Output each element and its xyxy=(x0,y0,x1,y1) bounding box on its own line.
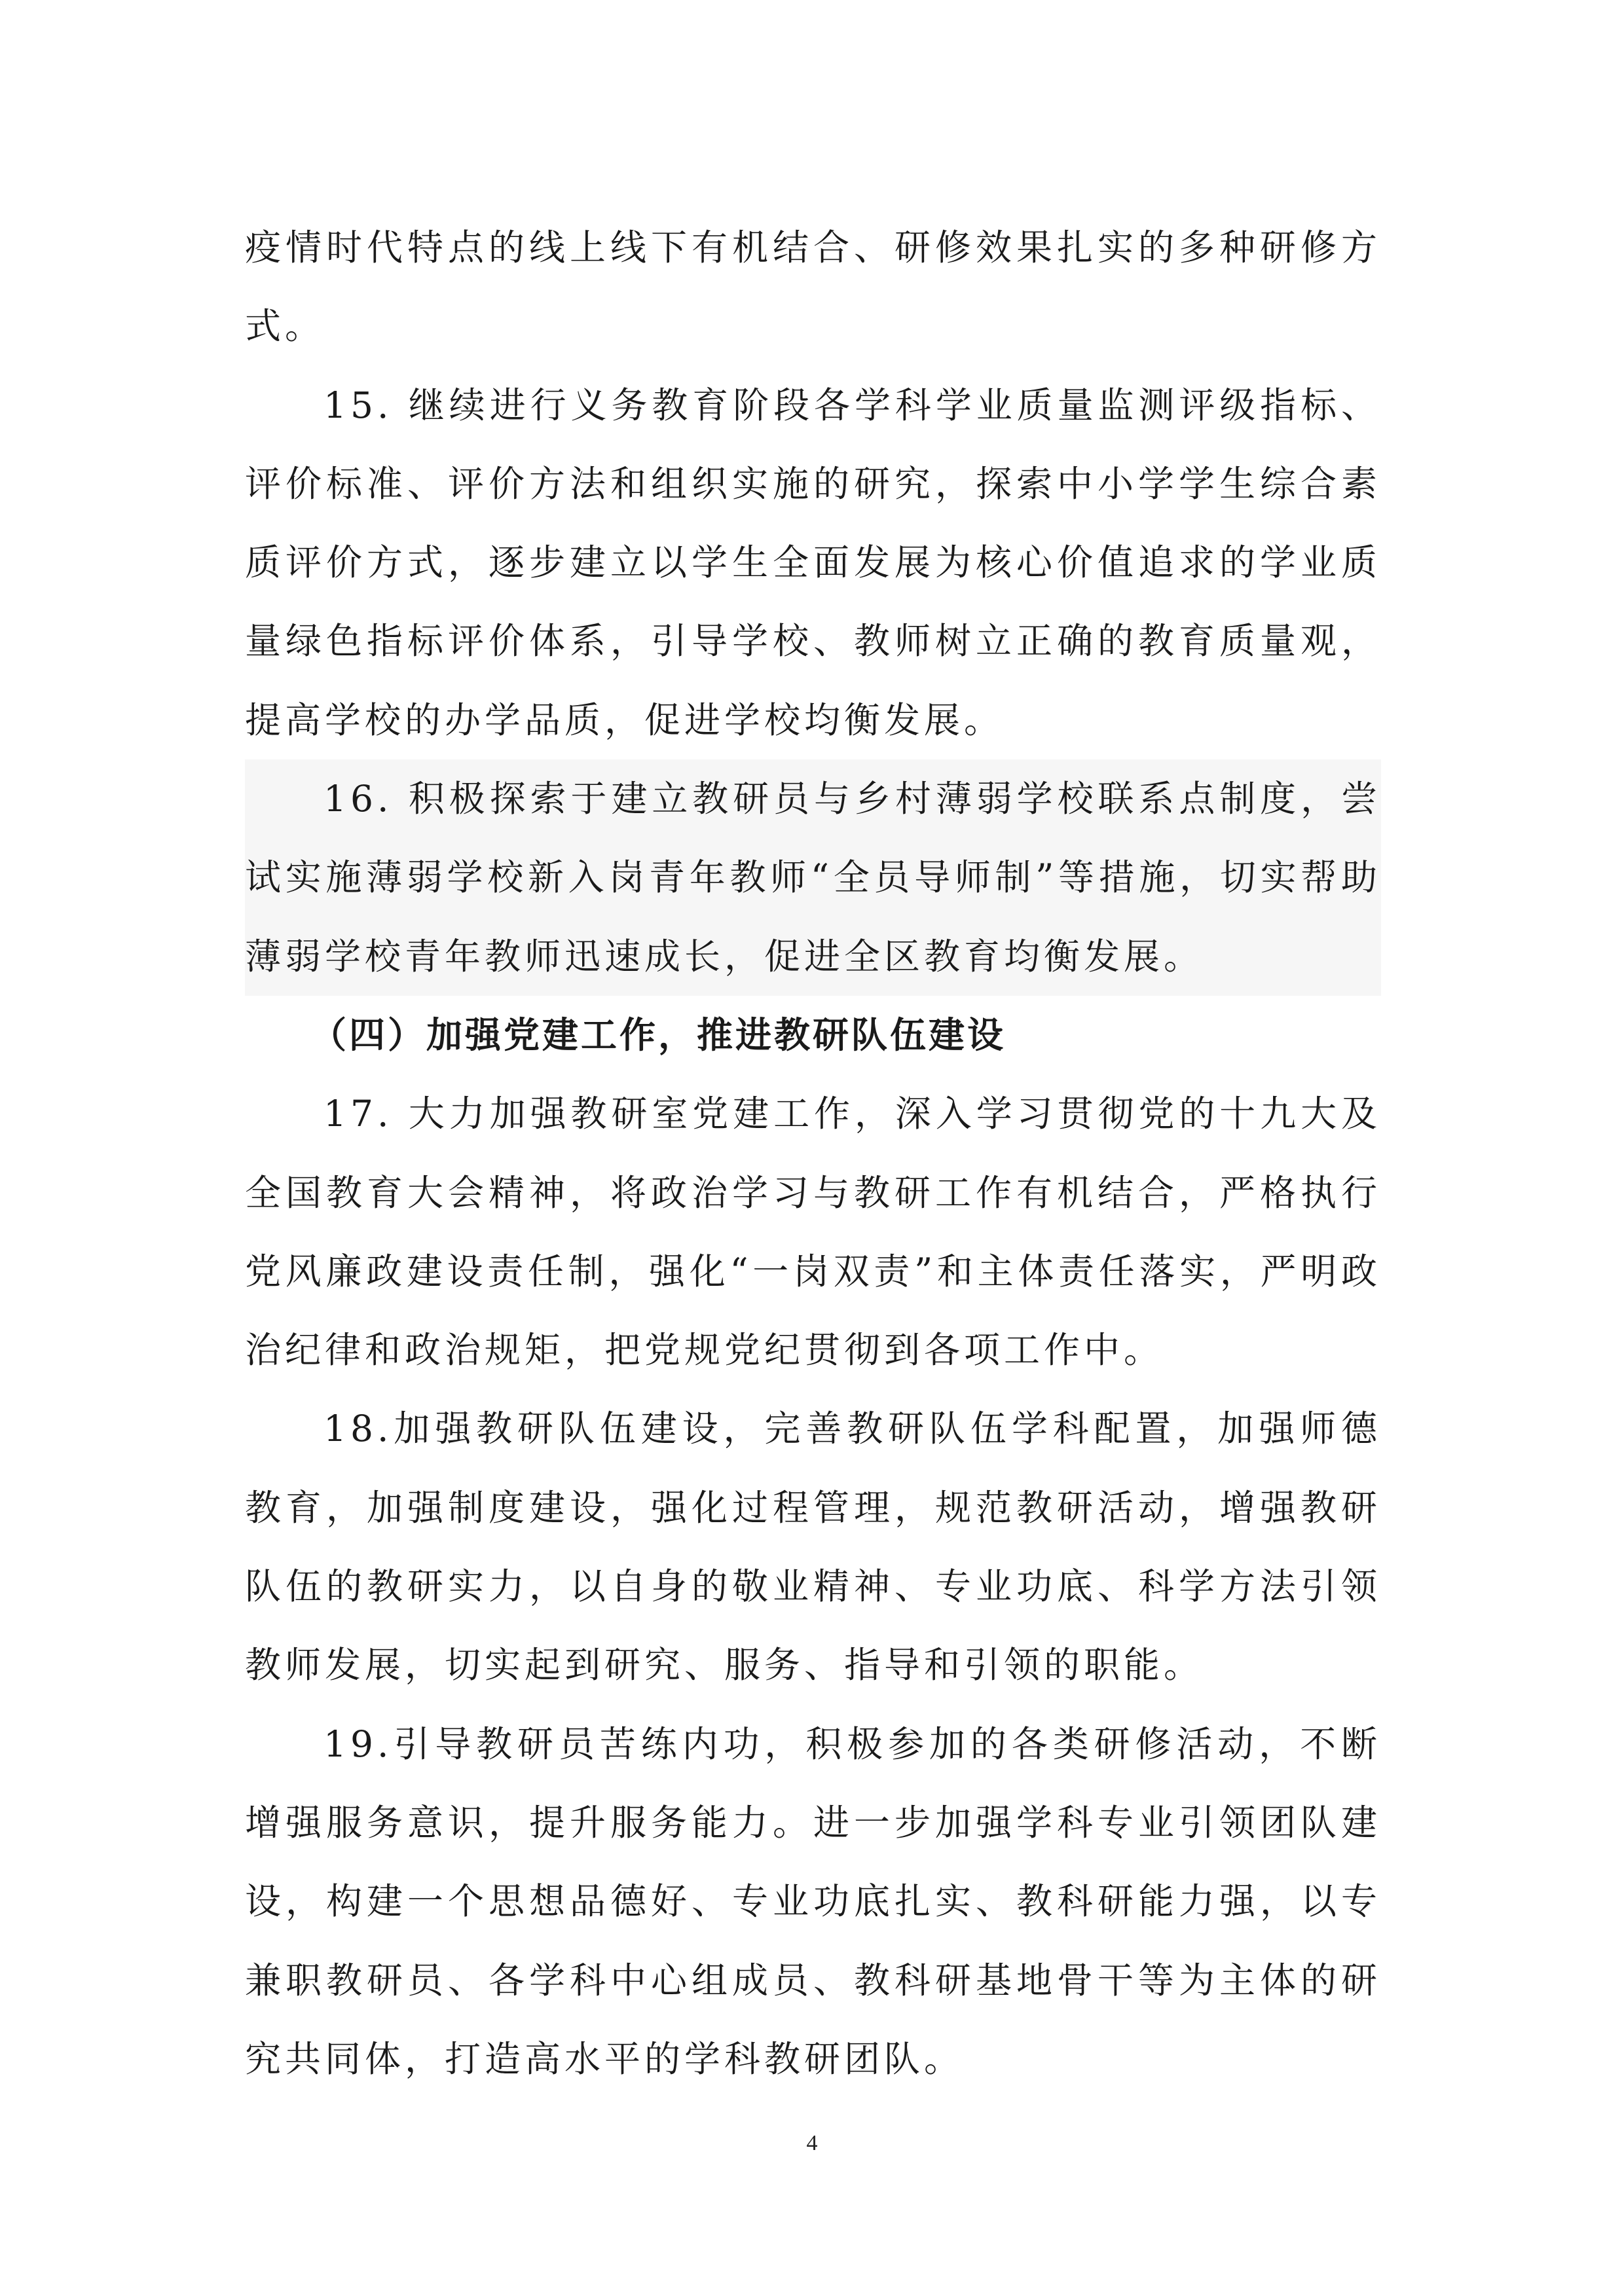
document-body xyxy=(245,208,1381,2098)
paragraph-item-17: 17. 大力加强教研室党建工作，深入学习贯彻党的十九大及全国教育大会精神，将政治学习与教研工作有机结合，严格执行党风廉政建设责任制，强化“一岗双责”和主体责任落实，严明政治纪律和政治规矩，把党规党纪贯彻到各项工作中。 xyxy=(245,1093,1381,1372)
paragraph-item-19: 19.引导教研员苦练内功，积极参加的各类研修活动，不断增强服务意识，提升服务能力。进一步加强学科专业引领团队建设，构建一个思想品德好、专业功底扎实、教科研能力强，以专兼职教研员、各学科中心组成员、教科研基地骨干等为主体的研究共同体，打造高水平的学科教研团队。 xyxy=(245,1722,1381,2080)
paragraph-item-16: 16. 积极探索于建立教研员与乡村薄弱学校联系点制度，尝试实施薄弱学校新入岗青年教师“全员导师制”等措施，切实帮助薄弱学校青年教师迅速成长，促进全区教育均衡发展。 xyxy=(245,759,1381,996)
paragraph-item-15: 15. 继续进行义务教育阶段各学科学业质量监测评级指标、评价标准、评价方法和组织实施的研究，探索中小学学生综合素质评价方式，逐步建立以学生全面发展为核心价值追求的学业质量绿色指标评价体系，引导学校、教师树立正确的教育质量观，提高学校的办学品质，促进学校均衡发展。 xyxy=(245,384,1381,741)
paragraph-item-18: 18.加强教研队伍建设，完善教研队伍学科配置，加强师德教育，加强制度建设，强化过程管理，规范教研活动，增强教研队伍的教研实力，以自身的敬业精神、专业功底、科学方法引领教师发展，切实起到研究、服务、指导和引领的职能。 xyxy=(245,1408,1381,1686)
section-heading-4: （四）加强党建工作，推进教研队伍建设 xyxy=(310,1013,1006,1056)
paragraph-continuation: 疫情时代特点的线上线下有机结合、研修效果扎实的多种研修方式。 xyxy=(245,227,1381,348)
page-number: 4 xyxy=(806,2131,818,2155)
